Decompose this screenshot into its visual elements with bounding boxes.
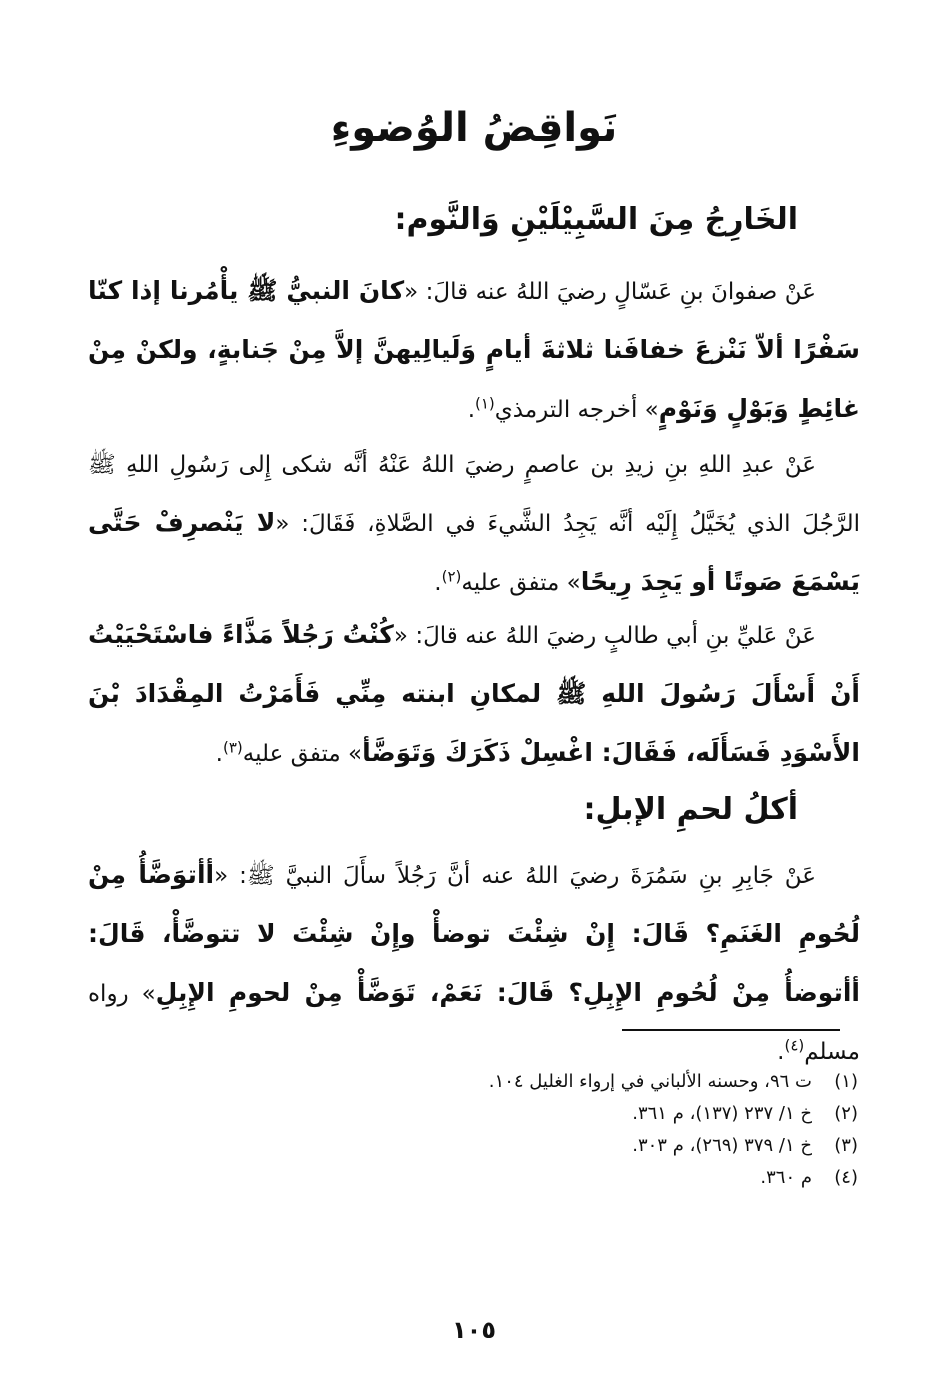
- hadith-end: .: [215, 741, 223, 767]
- footnote-item: [158, 1098, 858, 1130]
- hadith-source: » أخرجه الترمذي: [494, 397, 659, 423]
- hadith-paragraph: [88, 606, 860, 783]
- footnote-ref: (٢): [441, 567, 462, 586]
- hadith-intro: عَنْ عَليِّ بنِ أبي طالبٍ رضيَ اللهُ عنه قالَ: «: [393, 623, 817, 649]
- footnote-text: خ ١/ ٣٧٩ (٢٦٩)، م ٣٠٣.: [632, 1135, 812, 1156]
- footnote-divider: [622, 1029, 840, 1031]
- footnote-text: م ٣٦٠.: [760, 1167, 812, 1188]
- footnote-text: ت ٩٦، وحسنه الألباني في إرواء الغليل ١٠٤.: [488, 1071, 812, 1092]
- hadith-paragraph: [88, 846, 860, 1081]
- footnote-item: [158, 1162, 858, 1194]
- footnote-ref: (٣): [222, 738, 243, 757]
- footnote-ref: (١): [475, 394, 495, 413]
- hadith-end: .: [434, 570, 442, 596]
- hadith-intro: عَنْ عبدِ اللهِ بنِ زيدِ بن عاصمٍ رضيَ اللهُ عَنْهُ أنَّه شكى إِلى رَسُولِ اللهِ ﷺ الرَّجُلَ الذي يُخَيَّلُ إِلَيْه أنَّه يَجِدُ الشَّيءَ في الصَّلاةِ، فَقَالَ: «: [88, 452, 861, 537]
- hadith-source: » متفق عليه: [242, 741, 363, 767]
- hadith-source: » متفق عليه: [461, 570, 581, 596]
- footnote-ref: (٤): [784, 1036, 805, 1055]
- hadith-quote: لا يَنْصرِفْ حَتَّى يَسْمَعَ صَوتًا أو يَجِدَ رِيحًا: [88, 508, 860, 596]
- hadith-end: .: [777, 1039, 785, 1065]
- page-title: نَواقِضُ الوُضوءِ: [330, 105, 618, 151]
- hadith-paragraph: [88, 262, 860, 439]
- footnote-number: (١): [834, 1071, 858, 1092]
- footnote-item: [158, 1130, 858, 1162]
- footnote-number: (٣): [834, 1135, 858, 1156]
- hadith-intro: عَنْ صفوانَ بنِ عَسّالٍ رضيَ اللهُ عنه قالَ: «: [404, 279, 816, 305]
- hadith-paragraph: [88, 436, 860, 612]
- hadith-intro: عَنْ جَابِرِ بنِ سَمُرَةَ رضيَ اللهُ عنه أنَّ رَجُلاً سأَلَ النبيَّ ﷺ: «: [214, 863, 816, 889]
- footnote-number: (٤): [834, 1167, 858, 1188]
- footnotes: [158, 1066, 858, 1194]
- hadith-end: .: [467, 397, 475, 423]
- section-heading-excretion-sleep: الخَارِجُ مِنَ السَّبِيْلَيْنِ وَالنَّوم:: [394, 202, 798, 237]
- footnote-text: خ ١/ ٢٣٧ (١٣٧)، م ٣٦١.: [632, 1103, 812, 1124]
- footnote-number: (٢): [834, 1103, 858, 1124]
- hadith-quote: كُنْتُ رَجُلاً مَذَّاءً فاسْتَحْيَيْتُ أَنْ أَسْأَلَ رَسُولَ اللهِ ﷺ لمكانِ ابنته مِنِّي فَأَمَرْتُ المِقْدَادَ بْنَ الأَسْوَدِ فَسَأَلَه، فَقَالَ: اغْسِلْ ذَكَرَكَ وَتَوَضَّأ: [88, 620, 860, 767]
- hadith-source: » رواه مسلم: [88, 981, 860, 1065]
- hadith-quote: أأتوَضَّأُ مِنْ لُحُومِ الغَنَمِ؟ قَالَ: إِنْ شِئْتَ توضأْ وإِنْ شِئْتَ لا تتوضَّأْ، قَالَ: أأتوضأُ مِنْ لُحُومِ الإِبِلِ؟ قَالَ: نَعَمْ، تَوَضَّأْ مِنْ لحومِ الإِبِلِ: [88, 860, 860, 1007]
- section-heading-camel-meat: أكلُ لحمِ الإبلِ:: [583, 792, 798, 827]
- footnote-item: [158, 1066, 858, 1098]
- hadith-quote: كانَ النبيُّ ﷺ يأْمُرنا إذا كنّا سَفْرًا ألاّ نَنْزعَ خفافَنا ثلاثةَ أيامٍ وَلَيالِيهنَّ إلاَّ مِنْ جَنابةٍ، ولكنْ مِنْ غائِطٍ وَبَوْلٍ وَنَوْمٍ: [88, 276, 860, 423]
- page-number: ١٠٥: [452, 1316, 496, 1344]
